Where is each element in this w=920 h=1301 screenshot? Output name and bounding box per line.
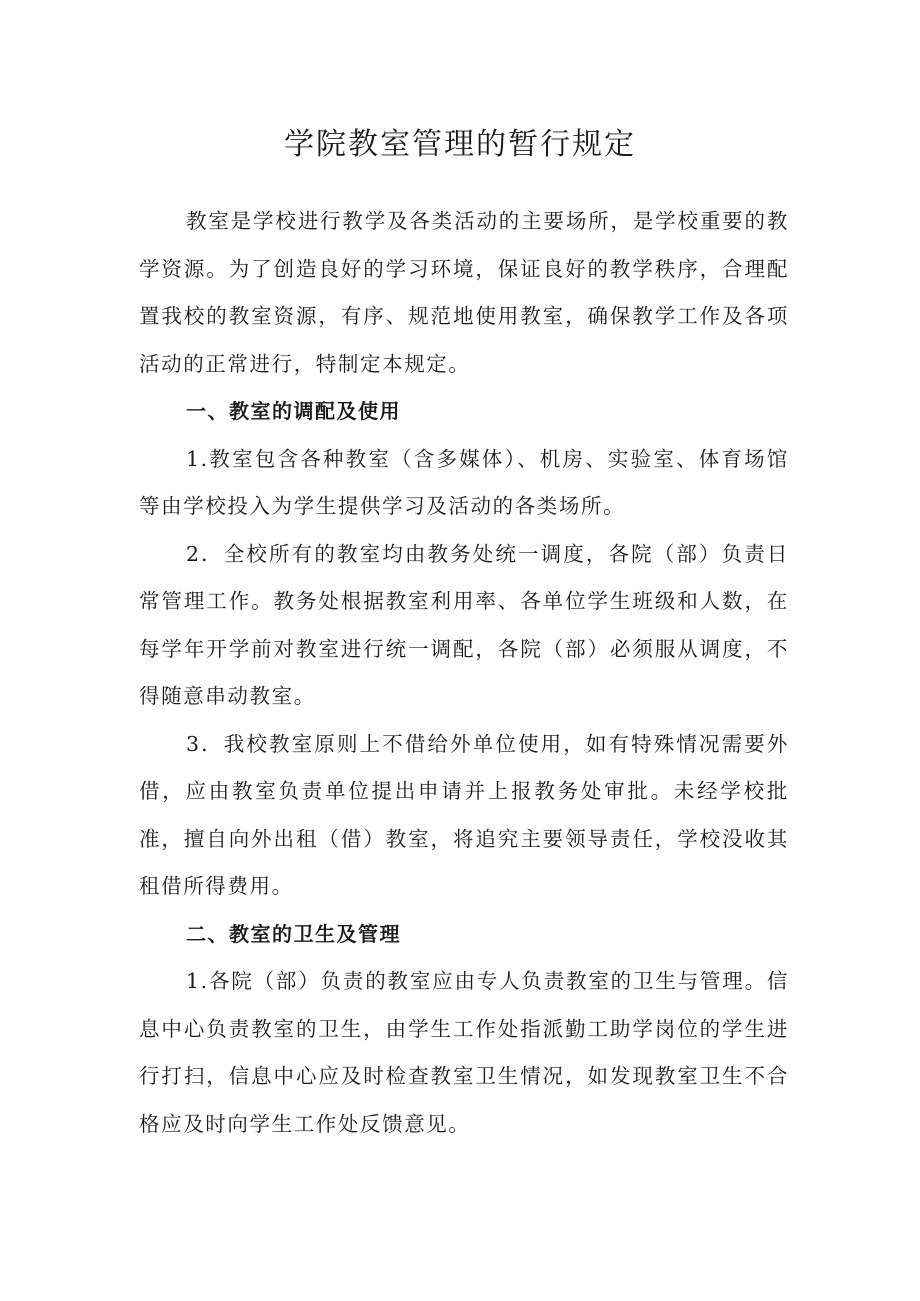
- section-heading: 二、教室的卫生及管理: [186, 921, 401, 946]
- intro-paragraph: 教室是学校进行教学及各类活动的主要场所，是学校重要的教学资源。为了创造良好的学习环境，保证良好的教学秩序，合理配置我校的教室资源，有序、规范地使用教室，确保教学工作及各项活动的正常进行，特制定本规定。: [139, 209, 789, 376]
- section-hygiene: [139, 911, 789, 1149]
- document-title: 学院教室管理的暂行规定: [284, 127, 636, 162]
- section-paragraph: 1.教室包含各种教室（含多媒体）、机房、实验室、体育场馆等由学校投入为学生提供学习及活动的各类场所。: [139, 446, 789, 518]
- section-heading: 一、教室的调配及使用: [186, 399, 401, 423]
- section-paragraph: 3．我校教室原则上不借给外单位使用，如有特殊情况需要外借，应由教室负责单位提出申请并上报教务处审批。未经学校批准，擅自向外出租（借）教室，将追究主要领导责任，学校没收其租借所得费用。: [139, 731, 789, 898]
- document-body: [139, 198, 789, 1148]
- section-allocation: [139, 388, 789, 911]
- section-paragraph: 2．全校所有的教室均由教务处统一调度，各院（部）负责日常管理工作。教务处根据教室利用率、各单位学生班级和人数，在每学年开学前对教室进行统一调配，各院（部）必须服从调度，不得随意串动教室。: [139, 541, 789, 708]
- section-paragraph: 1.各院（部）负责的教室应由专人负责教室的卫生与管理。信息中心负责教室的卫生，由学生工作处指派勤工助学岗位的学生进行打扫，信息中心应及时检查教室卫生情况，如发现教室卫生不合格应及时向学生工作处反馈意见。: [139, 969, 789, 1136]
